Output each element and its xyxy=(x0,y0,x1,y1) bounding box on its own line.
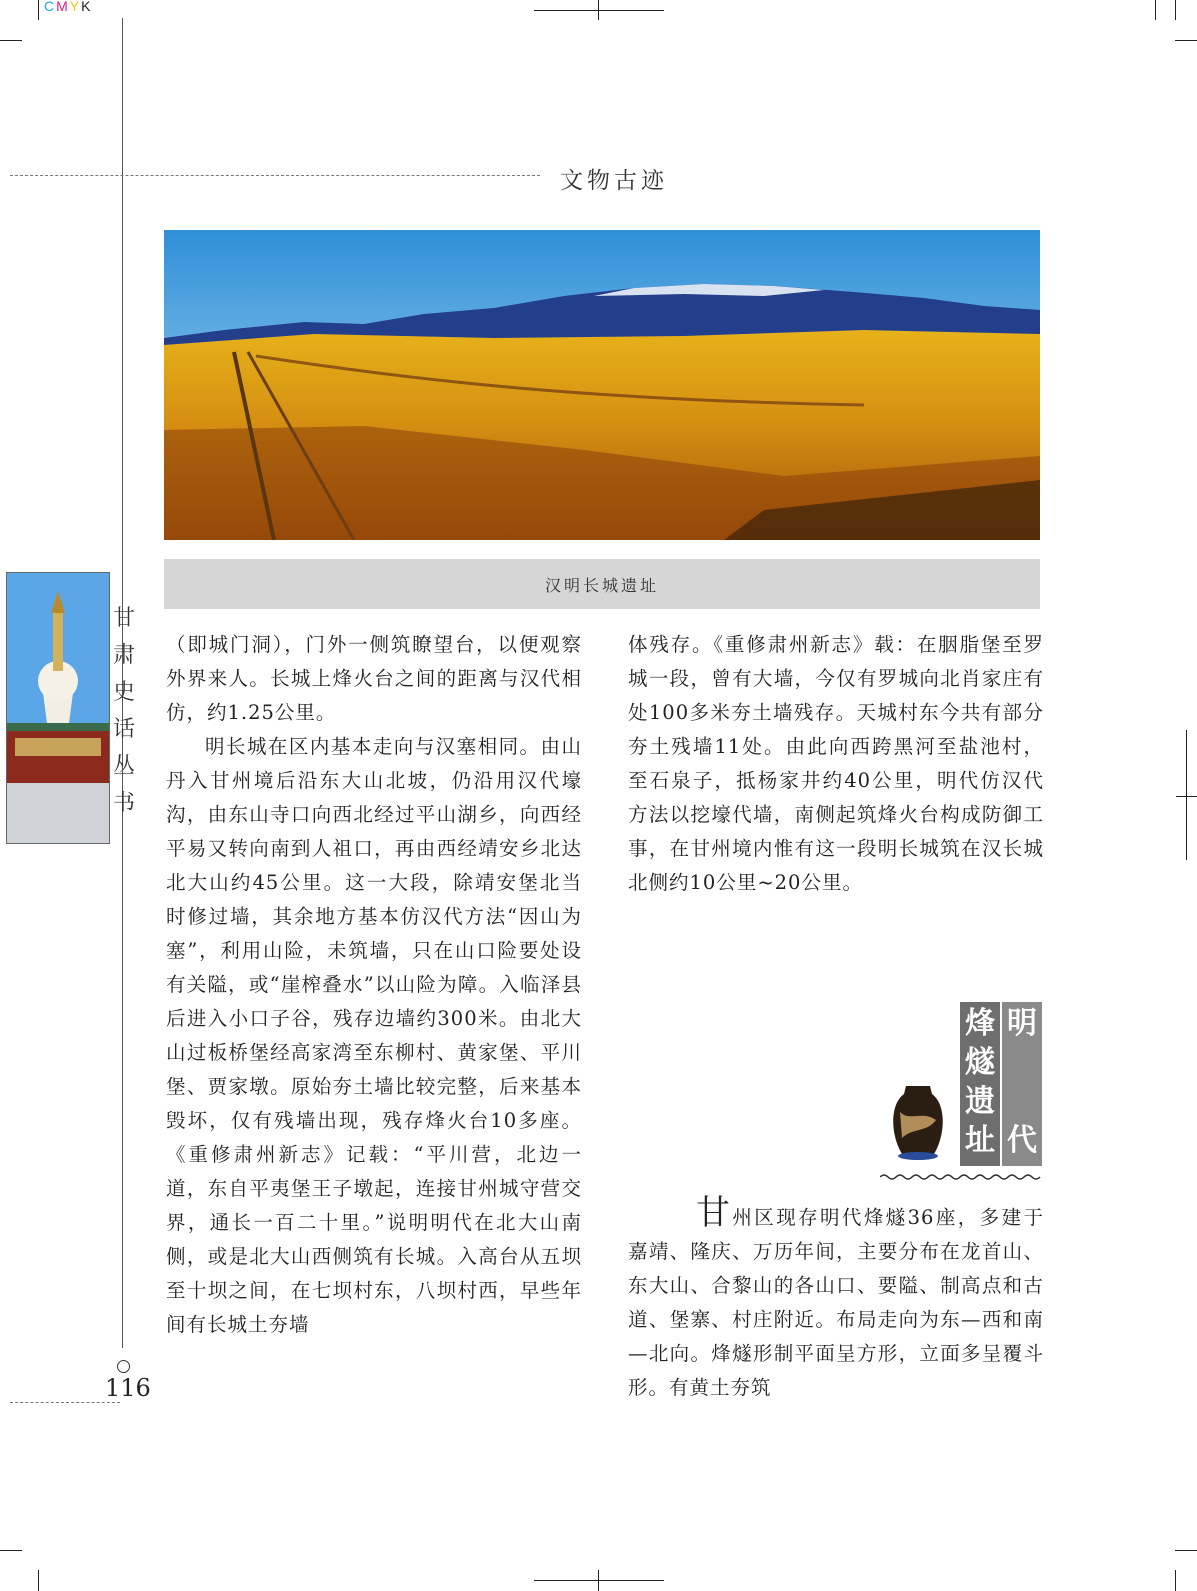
drop-cap: 甘 xyxy=(696,1193,733,1233)
great-wall-ruins-photo xyxy=(164,230,1040,540)
page-number: 116 xyxy=(105,1374,151,1402)
section-title: 文物古迹 xyxy=(560,168,668,194)
paragraph: （即城门洞），门外一侧筑瞭望台，以便观察外界来人。长城上烽火台之间的距离与汉代相仿，约1.25公里。 xyxy=(166,633,582,724)
pagoda-photo xyxy=(6,572,110,844)
footer-dashed-rule xyxy=(10,1402,120,1403)
series-title: 甘 肃 史 话 丛 书 xyxy=(113,606,136,816)
crop-mark xyxy=(534,10,664,11)
paragraph: 甘州区现存明代烽燧36座，多建于嘉靖、隆庆、万历年间，主要分布在龙首山、东大山、合黎山的各山口、要隘、制高点和古道、堡寨、村庄附近。布局走向为东—西和南—北向。烽燧形制平面呈方形，立面多呈覆斗形。有黄土夯筑 xyxy=(628,1193,1044,1399)
crop-mark xyxy=(1176,796,1197,797)
crop-mark xyxy=(1175,1550,1197,1551)
header-dashed-rule xyxy=(10,175,540,176)
heading-column: 明 代 xyxy=(1002,1002,1042,1166)
paragraph: 明长城在区内基本走向与汉塞相同。由山丹入甘州境后沿东大山北坡，仍沿用汉代壕沟，由东山寺口向西北经过平山湖乡，向西经平易又转向南到人祖口，再由西经靖安乡北达北大山约45公里。这一大段，除靖安堡北当时修过墙，其余地方基本仿汉代方法“因山为塞”，利用山险，未筑墙，只在山口险要处设有关隘，或“崖榨叠水”以山险为障。入临泽县后进入小口子谷，残存边墙约300米。由北大山过板桥堡经高家湾至东柳村、黄家堡、平川堡、贾家墩。原始夯土墙比较完整，后来基本毁坏，仅有残墙出现，残存烽火台10多座。《重修肃州新志》记载：“平川营，北边一道，东自平夷堡王子墩起，连接甘州城守营交界，通长一百二十里。”说明明代在北大山南侧，或是北大山西侧筑有长城。入高台从五坝至十坝之间，在七坝村东，八坝村西，早些年间有长城土夯墙 xyxy=(166,735,582,1336)
crop-mark xyxy=(38,1570,39,1591)
crop-mark xyxy=(1175,0,1176,20)
crop-mark xyxy=(1175,1570,1176,1591)
right-text-column xyxy=(628,628,1044,900)
cmyk-color-mark: CMYK xyxy=(44,0,93,14)
photo-caption: 汉明长城遗址 xyxy=(164,559,1040,609)
crop-mark xyxy=(598,1570,599,1591)
crop-mark xyxy=(534,1580,664,1581)
right-text-column-lower xyxy=(628,1193,1044,1405)
section-heading xyxy=(960,1002,1042,1164)
crop-mark xyxy=(1155,0,1156,20)
heading-column: 烽 燧 遗 址 xyxy=(960,1002,1000,1166)
page-number-ornament xyxy=(117,1360,130,1373)
crop-mark xyxy=(38,0,39,20)
left-text-column xyxy=(166,628,582,1342)
crop-mark xyxy=(0,40,22,41)
pottery-jar-image xyxy=(888,1082,948,1162)
crop-mark xyxy=(598,0,599,20)
crop-mark xyxy=(0,1550,22,1551)
crop-mark xyxy=(1175,40,1197,41)
paragraph: 体残存。《重修肃州新志》载：在胭脂堡至罗城一段，曾有大墙，今仅有罗城向北肖家庄有处100多米夯土墙残存。天城村东今共有部分夯土残墙11处。由此向西跨黑河至盐池村，至石泉子，抵杨家井约40公里，明代仿汉代方法以挖壕代墙，南侧起筑烽火台构成防御工事，在甘州境内惟有这一段明长城筑在汉长城北侧约10公里~20公里。 xyxy=(628,633,1044,894)
crop-mark xyxy=(1186,730,1187,860)
heading-wave-ornament xyxy=(880,1166,1044,1174)
